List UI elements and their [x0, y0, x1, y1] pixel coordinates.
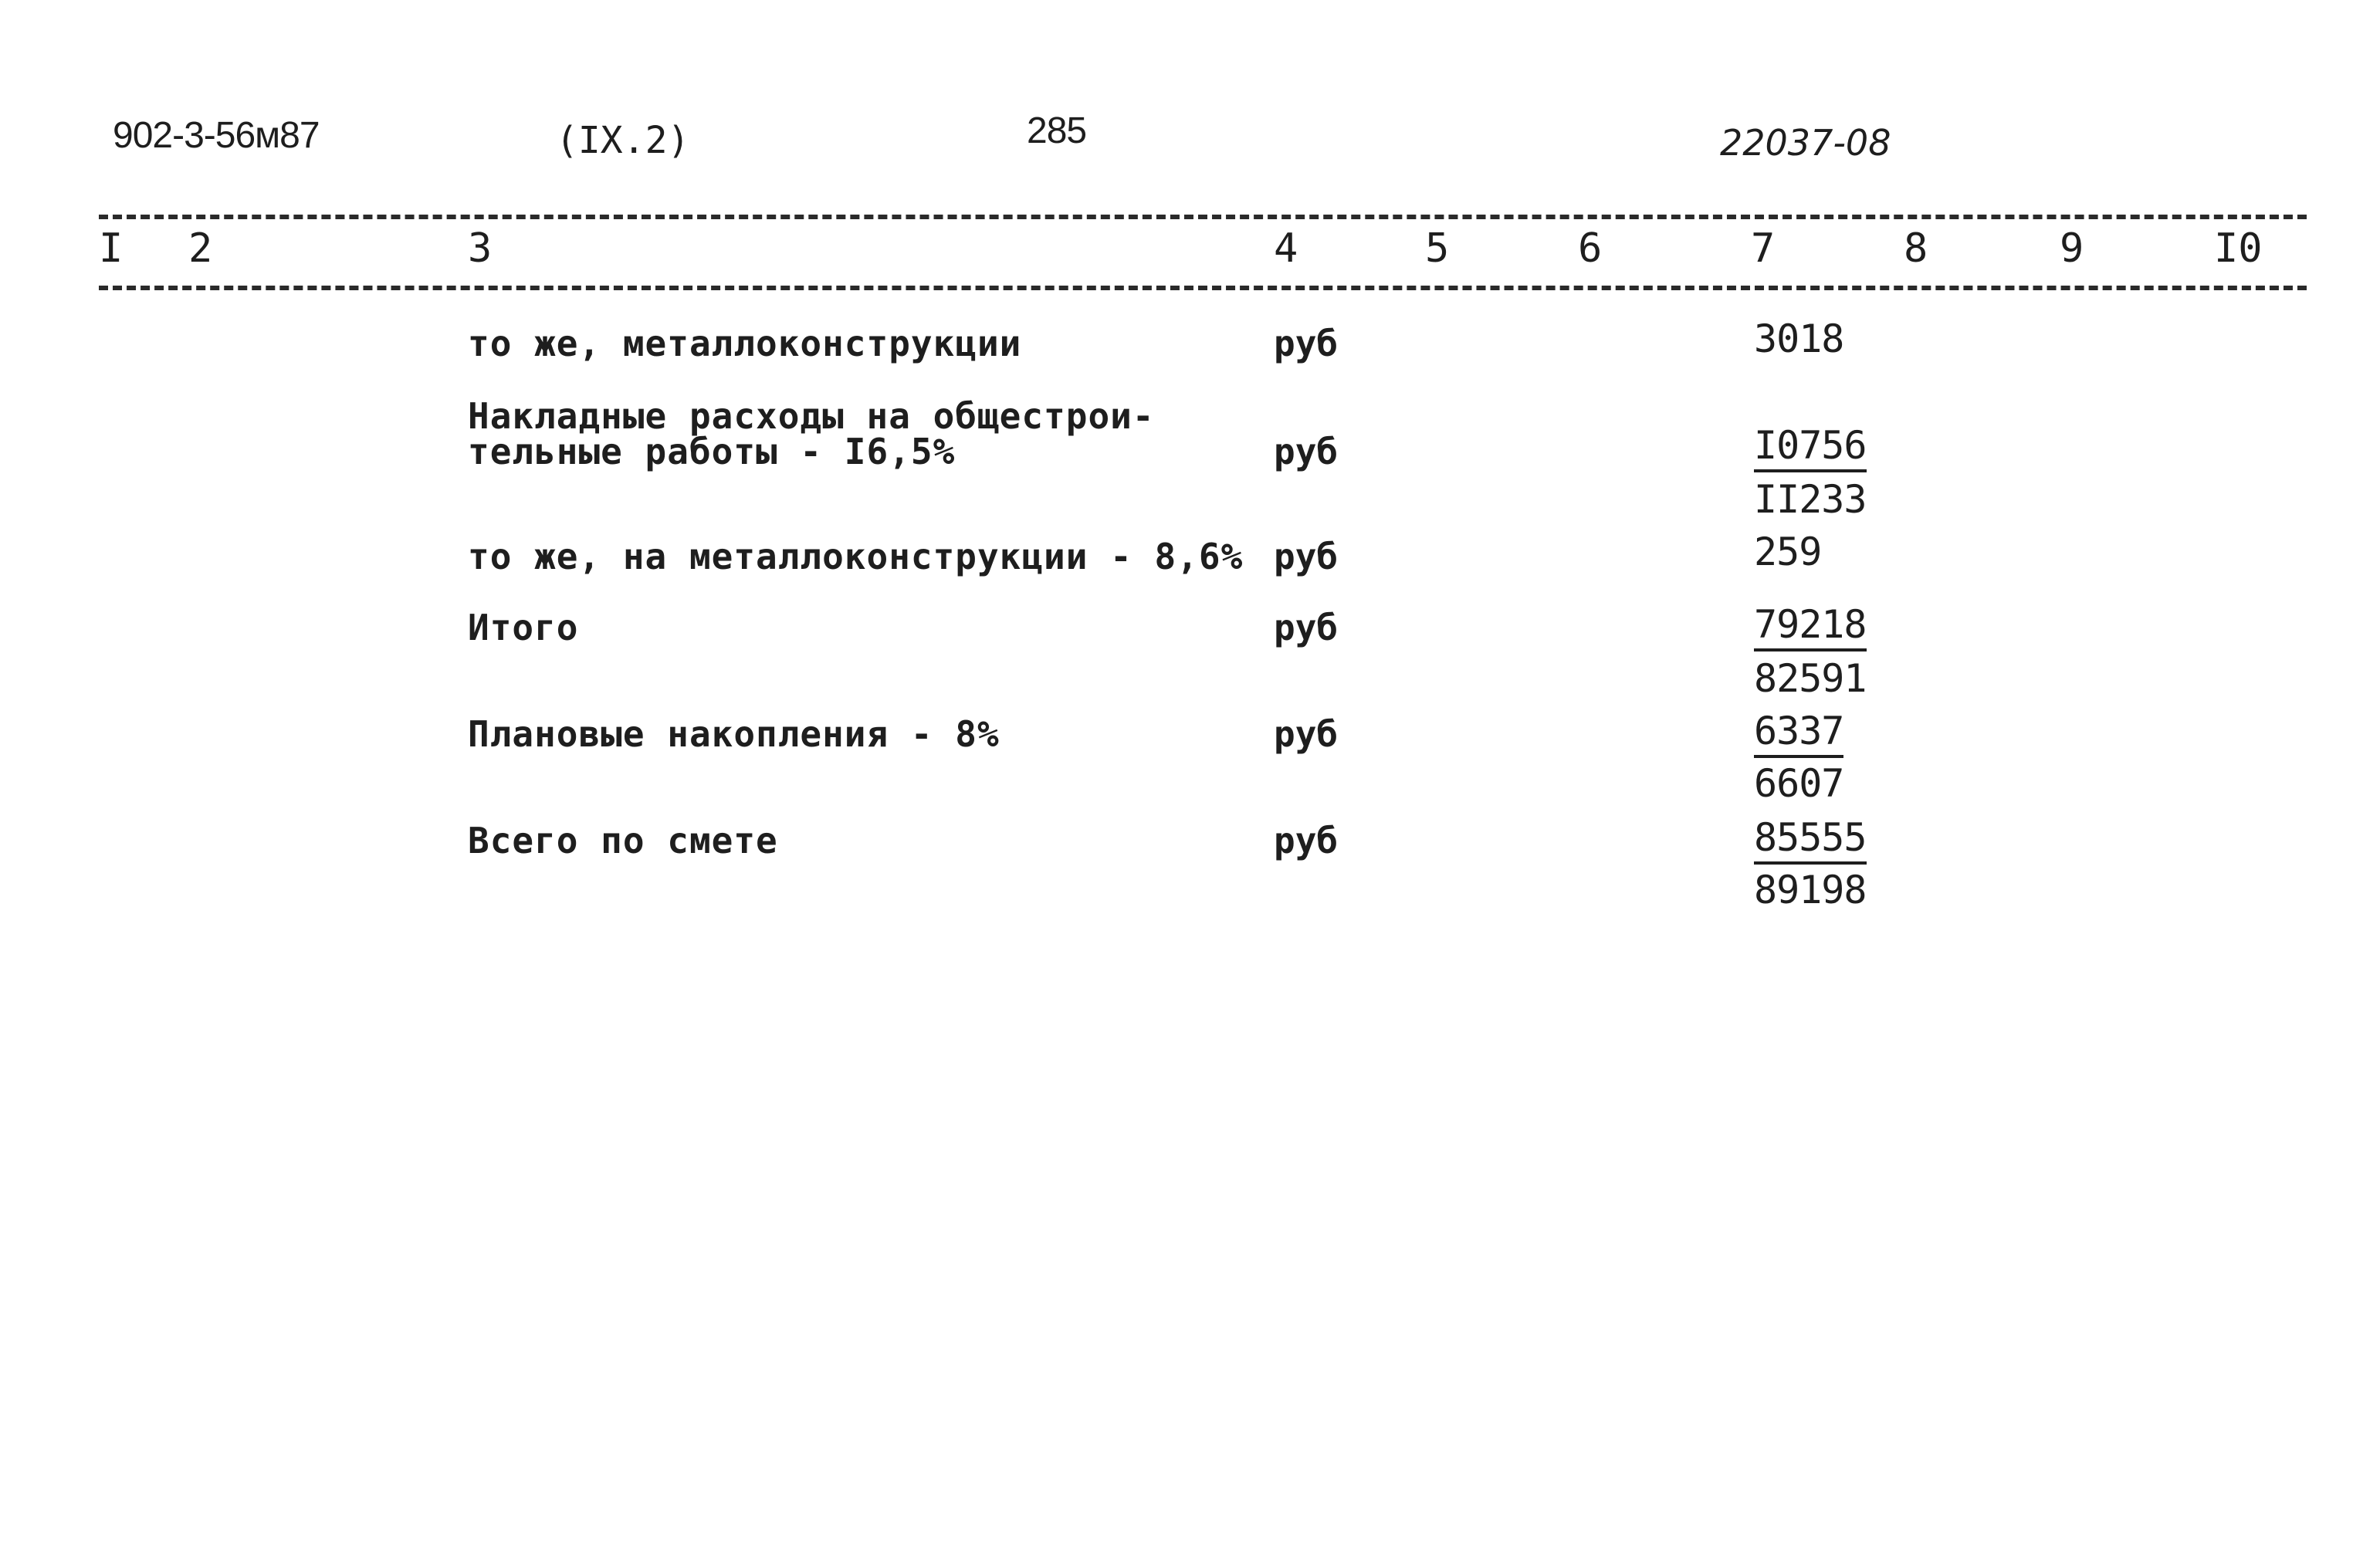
row-2-unit: руб	[1274, 431, 1339, 472]
row-2-value-numerator: I0756	[1754, 426, 1867, 472]
column-header-7: 7	[1751, 225, 1776, 272]
row-3-name: то же, на металлоконструкции - 8,6%	[468, 536, 1244, 577]
row-6-name: Всего по смете	[468, 820, 778, 861]
row-5-unit: руб	[1274, 713, 1339, 755]
row-6-value-denominator: 89198	[1754, 868, 1867, 912]
row-5-value-denominator: 6607	[1754, 761, 1844, 806]
row-4-name: Итого	[468, 607, 579, 648]
column-header-3: 3	[468, 225, 493, 272]
page-number: 285	[1027, 110, 1087, 151]
row-2-value-denominator: II233	[1754, 477, 1867, 522]
column-header-1: I	[99, 225, 124, 272]
row-5-value-numerator: 6337	[1754, 712, 1843, 758]
row-1-name: то же, металлоконструкции	[468, 323, 1022, 364]
row-4-value-denominator: 82591	[1754, 656, 1867, 701]
column-header-8: 8	[1904, 225, 1928, 272]
table-header-rule	[99, 286, 2307, 290]
row-4-value-numerator: 79218	[1754, 605, 1867, 651]
document-code: 902-3-56м87	[113, 115, 320, 156]
sheet-code: 22037-08	[1720, 122, 1891, 164]
row-3-unit: руб	[1274, 536, 1339, 577]
row-2-name-line-2: тельные работы - I6,5%	[468, 431, 956, 472]
column-header-5: 5	[1425, 225, 1450, 272]
column-header-10: I0	[2214, 225, 2263, 272]
column-header-9: 9	[2060, 225, 2084, 272]
row-6-value-numerator: 85555	[1754, 818, 1867, 865]
row-5-name: Плановые накопления - 8%	[468, 713, 1000, 755]
column-header-2: 2	[188, 225, 213, 272]
row-2-name-line-1: Накладные расходы на общестрои-	[468, 395, 1155, 437]
row-6-unit: руб	[1274, 820, 1339, 861]
row-1-value: 3018	[1754, 316, 1844, 361]
row-3-value: 259	[1754, 530, 1822, 574]
section-number: (IX.2)	[556, 119, 690, 162]
column-header-6: 6	[1578, 225, 1603, 272]
row-1-unit: руб	[1274, 323, 1339, 364]
table-top-rule	[99, 215, 2307, 219]
column-header-4: 4	[1274, 225, 1298, 272]
row-4-unit: руб	[1274, 607, 1339, 648]
